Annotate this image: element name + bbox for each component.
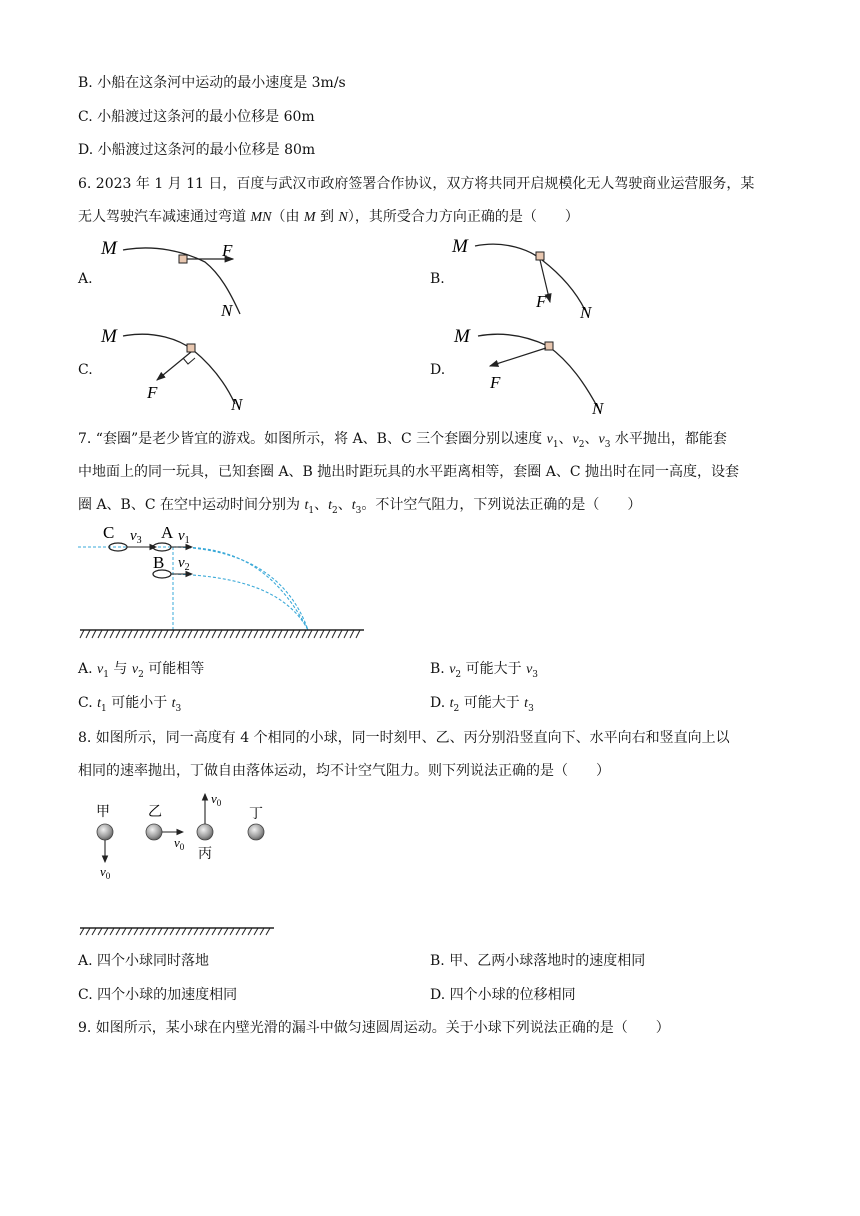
q8-option-d: D. 四个小球的位移相同 bbox=[430, 987, 576, 1003]
q6d-label-f: F bbox=[490, 373, 501, 392]
q6b-label-f: F bbox=[536, 292, 547, 311]
q8-stem-line2: 相同的速率抛出，丁做自由落体运动，均不计空气阻力。则下列说法正确的是（ ） bbox=[78, 763, 610, 779]
q8-label-ding: 丁 bbox=[249, 806, 263, 822]
prev-option-b: B. 小船在这条河中运动的最小速度是 3m/s bbox=[78, 75, 346, 91]
q6-option-d-label: D. bbox=[430, 362, 446, 378]
prev-option-d: D. 小船渡过这条河的最小位移是 80m bbox=[78, 142, 316, 158]
q6-figure-b bbox=[450, 232, 620, 327]
q6-option-a-label: A. bbox=[78, 271, 93, 287]
q6c-label-n: N bbox=[231, 395, 243, 414]
q6-figure-a bbox=[95, 232, 265, 327]
q7-stem-line3: 圈 A、B、C 在空中运动时间分别为 $t_1$、$t_2$、$t_3$。不计空气阻力，下列说法正确的是（ ） bbox=[78, 497, 642, 516]
q8-v0-yi: $v_0$ bbox=[174, 835, 185, 852]
q6a-label-f: F bbox=[222, 241, 233, 260]
q7-label-a: A bbox=[161, 523, 174, 542]
q6c-label-f: F bbox=[147, 383, 158, 402]
q8-option-b: B. 甲、乙两小球落地时的速度相同 bbox=[430, 953, 646, 969]
q8-option-a: A. 四个小球同时落地 bbox=[78, 953, 210, 969]
q6a-label-m: M bbox=[101, 238, 117, 259]
ball-bing bbox=[197, 824, 213, 840]
q7-stem-line1: 7. “套圈”是老少皆宜的游戏。如图所示，将 A、B、C 三个套圈分别以速度 $v_1$、$v_2$、$v_3$ 水平抛出，都能套 bbox=[78, 431, 727, 450]
ball-ding bbox=[248, 824, 264, 840]
q7-option-b: B. $v_2$ 可能大于 $v_3$ bbox=[430, 661, 539, 680]
q7-label-c: C bbox=[103, 523, 115, 542]
q6-stem-line2: 无人驾驶汽车减速通过弯道 MN（由 M 到 N），其所受合力方向正确的是（ ） bbox=[78, 209, 579, 225]
q7-figure bbox=[78, 518, 368, 643]
q7-option-a: A. $v_1$ 与 $v_2$ 可能相等 bbox=[78, 661, 205, 680]
ball-jia bbox=[97, 824, 113, 840]
q8-figure bbox=[78, 788, 288, 938]
q8-option-c: C. 四个小球的加速度相同 bbox=[78, 987, 238, 1003]
q6a-label-n: N bbox=[221, 301, 233, 320]
q6d-label-m: M bbox=[454, 326, 470, 347]
q7-option-c: C. $t_1$ 可能小于 $t_3$ bbox=[78, 695, 182, 714]
q9-stem-line1: 9. 如图所示，某小球在内壁光滑的漏斗中做匀速圆周运动。关于小球下列说法正确的是（ ） bbox=[78, 1020, 670, 1036]
q6-option-b-label: B. bbox=[430, 271, 445, 287]
q6-option-c-label: C. bbox=[78, 362, 93, 378]
q8-stem-line1: 8. 如图所示，同一高度有 4 个相同的小球，同一时刻甲、乙、丙分别沿竖直向下、水平向右和竖直向上以 bbox=[78, 730, 730, 746]
q8-v0-bing: $v_0$ bbox=[211, 791, 222, 808]
q6-stem-line1: 6. 2023 年 1 月 11 日，百度与武汉市政府签署合作协议，双方将共同开启规模化无人驾驶商业运营服务，某 bbox=[78, 176, 755, 192]
q7-label-v3: $v_3$ bbox=[130, 528, 142, 546]
q8-label-yi: 乙 bbox=[148, 804, 162, 820]
prev-option-c: C. 小船渡过这条河的最小位移是 60m bbox=[78, 109, 315, 125]
q6-figure-c bbox=[95, 322, 265, 417]
q6d-label-n: N bbox=[592, 399, 604, 418]
q7-stem-line2: 中地面上的同一玩具，已知套圈 A、B 抛出时距玩具的水平距离相等，套圈 A、C 抛出时在同一高度，设套 bbox=[78, 464, 740, 480]
q8-label-jia: 甲 bbox=[96, 804, 110, 820]
q6b-label-m: M bbox=[452, 236, 468, 257]
q6b-label-n: N bbox=[580, 303, 592, 322]
q8-v0-jia: $v_0$ bbox=[100, 864, 111, 881]
q7-option-d: D. $t_2$ 可能大于 $t_3$ bbox=[430, 695, 534, 714]
q6-figure-d bbox=[450, 322, 620, 417]
q8-label-bing: 丙 bbox=[198, 846, 212, 862]
ball-yi bbox=[146, 824, 162, 840]
q7-label-b: B bbox=[153, 553, 165, 572]
q6c-label-m: M bbox=[101, 326, 117, 347]
q7-label-v1: $v_1$ bbox=[178, 528, 190, 546]
q7-label-v2: $v_2$ bbox=[178, 555, 190, 573]
